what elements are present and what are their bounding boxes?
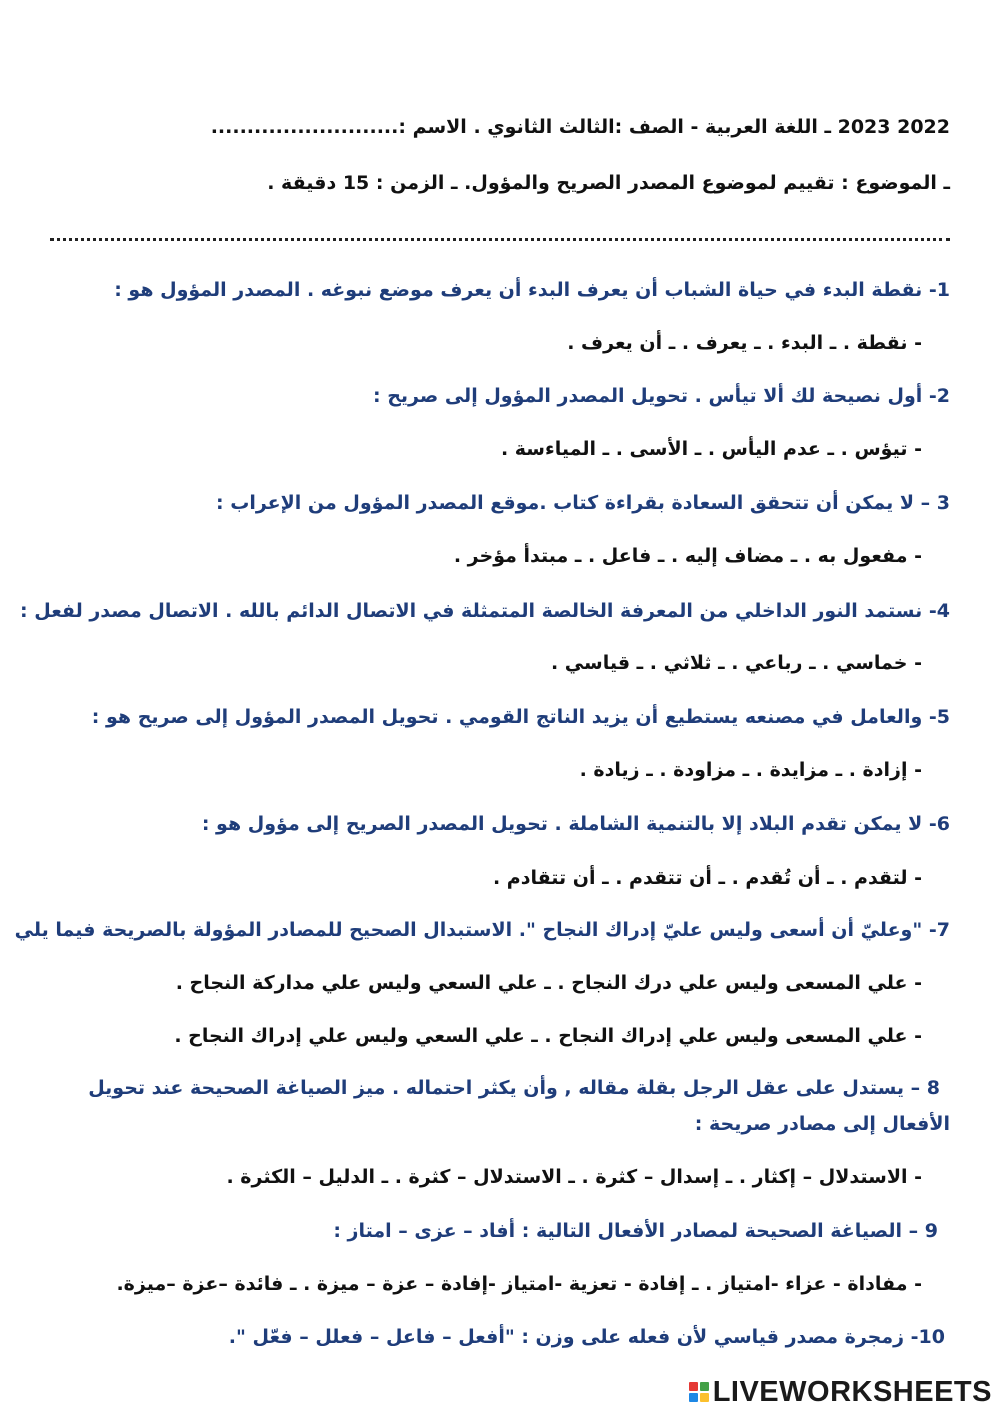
question-4-options: - خماسي . ـ رباعي . ـ ثلاثي . ـ قياسي .	[550, 652, 922, 674]
question-8-cont: الأفعال إلى مصادر صريحة :	[694, 1113, 950, 1135]
question-3-options: - مفعول به . ـ مضاف إليه . ـ فاعل . ـ مبتدأ مؤخر .	[453, 545, 922, 567]
question-1: 1- نقطة البدء في حياة الشباب أن يعرف البدء أن يعرف موضع نبوغه . المصدر المؤول هو :	[114, 279, 950, 301]
question-6: 6- لا يمكن تقدم البلاد إلا بالتنمية الشاملة . تحويل المصدر الصريح إلى مؤول هو :	[201, 813, 950, 835]
logo-text: LIVEWORKSHEETS	[712, 1375, 992, 1408]
header-line-2: ـ الموضوع : تقييم لموضوع المصدر الصريح والمؤول. ـ الزمن : 15 دقيقة .	[267, 172, 950, 194]
question-7: 7- "وعليّ أن أسعى وليس عليّ إدراك النجاح ". الاستبدال الصحيح للمصادر المؤولة بالصريحة فيما يلي	[14, 919, 950, 941]
question-2-options: - تيؤس . ـ عدم اليأس . ـ الأسى . ـ المياءسة .	[500, 438, 922, 460]
question-3: 3 – لا يمكن أن تتحقق السعادة بقراءة كتاب .موقع المصدر المؤول من الإعراب :	[216, 492, 950, 514]
separator-line	[50, 238, 950, 241]
question-4: 4- نستمد النور الداخلي من المعرفة الخالصة المتمثلة في الاتصال الدائم بالله . الاتصال مصدر لفعل :	[20, 600, 950, 622]
question-8-options: - الاستدلال – إكثار . ـ إسدال – كثرة . ـ الاستدلال – كثرة . ـ الدليل – الكثرة .	[226, 1166, 922, 1188]
question-5-options: - إزادة . ـ مزايدة . ـ مزاودة . ـ زيادة .	[579, 759, 922, 781]
question-7-options-b: - علي المسعى وليس علي إدراك النجاح . ـ علي السعي وليس علي إدراك النجاح .	[174, 1025, 922, 1047]
question-10: 10- زمجرة مصدر قياسي لأن فعله على وزن : "أفعل – فاعل – فعلل – فعّل ".	[228, 1326, 945, 1348]
question-7-options-a: - علي المسعى وليس علي درك النجاح . ـ علي السعي وليس علي مداركة النجاح .	[175, 972, 922, 994]
question-1-options: - نقطة . ـ البدء . ـ يعرف . ـ أن يعرف .	[567, 332, 922, 354]
question-9-options: - مفاداة - عزاء -امتياز . ـ إفادة - تعزية -امتياز -إفادة – عزة – ميزة . ـ فائدة –عزة –ميزة.	[116, 1273, 922, 1295]
liveworksheets-logo	[689, 1375, 992, 1409]
logo-mark-icon	[689, 1382, 709, 1402]
question-8: 8 – يستدل على عقل الرجل بقلة مقاله , وأن يكثر احتماله . ميز الصياغة الصحيحة عند تحويل	[88, 1077, 940, 1099]
question-9: 9 – الصياغة الصحيحة لمصادر الأفعال التالية : أفاد – عزى – امتاز :	[333, 1220, 938, 1242]
question-6-options: - لتقدم . ـ أن تُقدم . ـ أن تتقدم . ـ أن تتقادم .	[492, 867, 922, 889]
question-2: 2- أول نصيحة لك ألا تيأس . تحويل المصدر المؤول إلى صريح :	[373, 385, 950, 407]
question-5: 5- والعامل في مصنعه يستطيع أن يزيد الناتج القومي . تحويل المصدر المؤول إلى صريح هو :	[91, 706, 950, 728]
header-line-1: 2022 2023 ـ اللغة العربية - الصف :الثالث الثانوي . الاسم :..........................	[210, 116, 950, 138]
